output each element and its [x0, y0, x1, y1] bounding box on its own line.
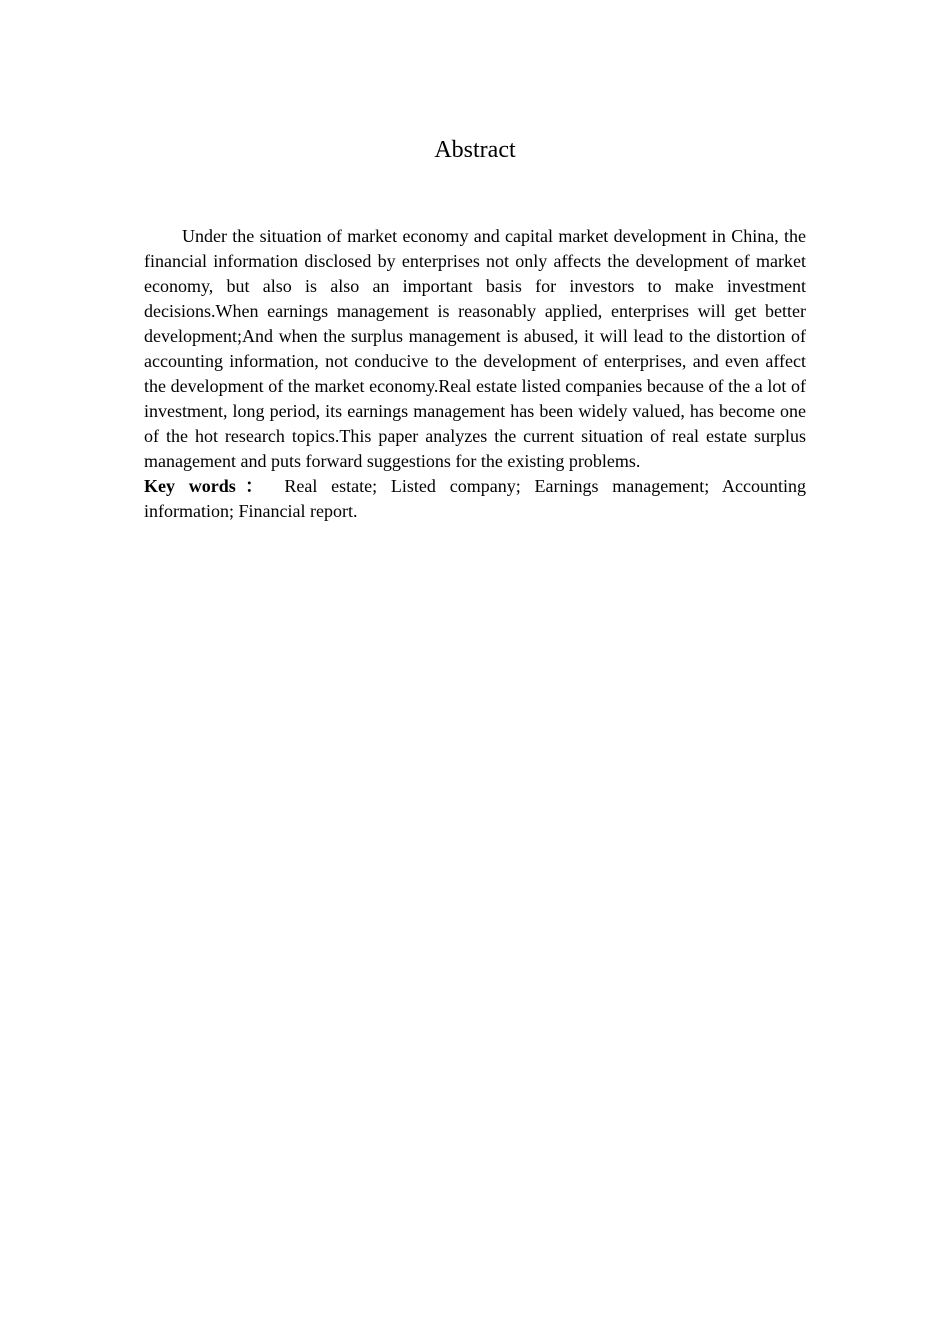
keywords-line [144, 474, 806, 524]
keywords-separator: ： [235, 476, 273, 496]
keywords-label: Key words [144, 476, 236, 496]
keywords-text: Real estate; Listed company; Earnings management; Accounting information; Financial report. [144, 476, 807, 521]
abstract-paragraph: Under the situation of market economy and capital market development in China, the financial information disclosed by enterprises not only affects the development of market economy, but also is also an important basis for investors to make investment decisions.When earnings management is reasonably applied, enterprises will get better development;And when the surplus management is abused, it will lead to the distortion of accounting information, not conducive to the development of enterprises, and even affect the development of the market economy.Real estate listed companies because of the a lot of investment, long period, its earnings management has been widely valued, has become one of the hot research topics.This paper analyzes the current situation of real estate surplus management and puts forward suggestions for the existing problems. [144, 226, 806, 471]
abstract-body [144, 224, 806, 524]
abstract-title: Abstract [434, 137, 516, 163]
